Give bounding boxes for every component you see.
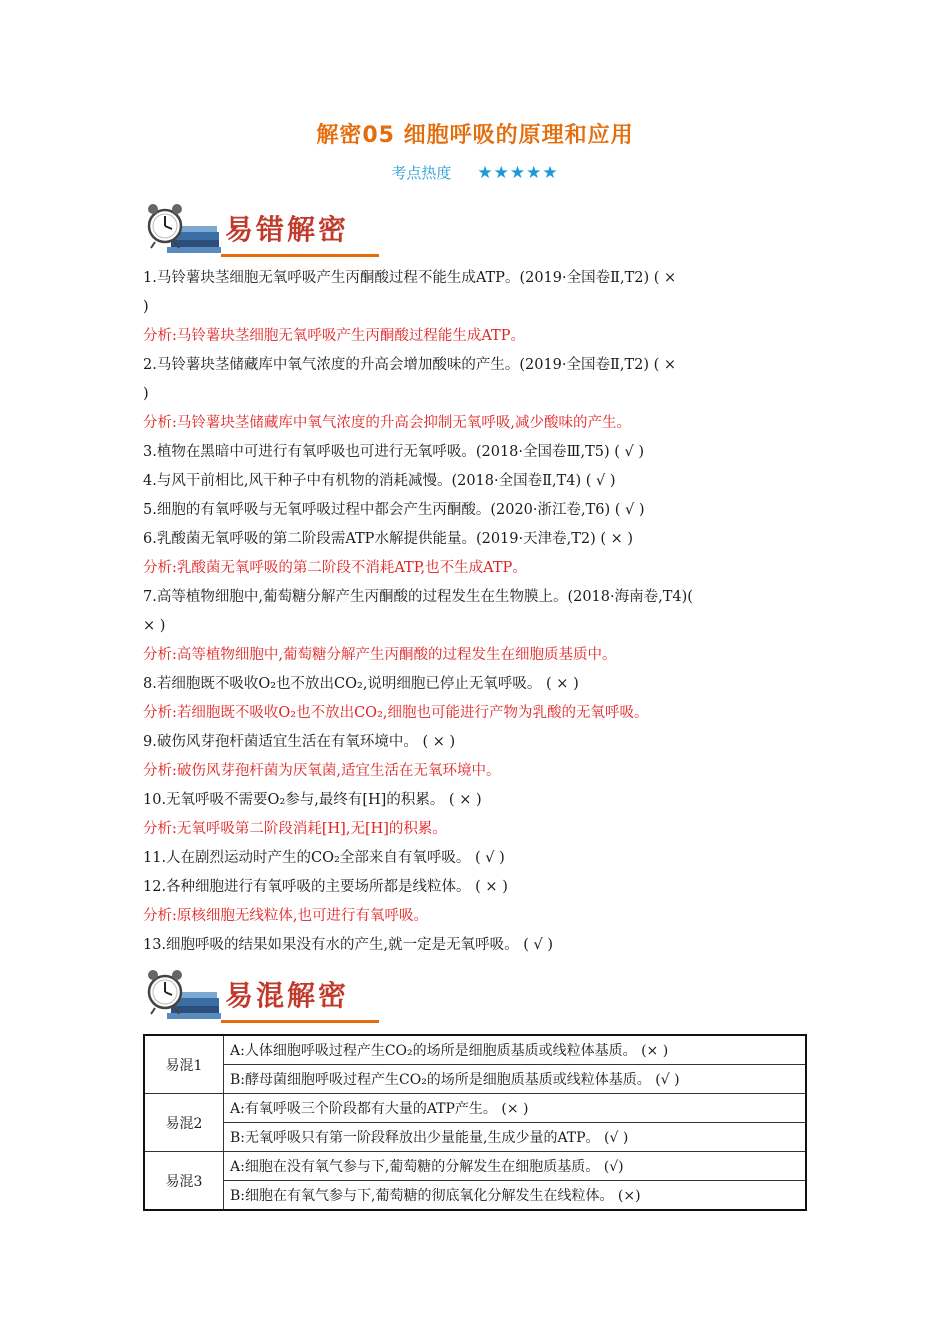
question-line: 4.与风干前相比,风干种子中有机物的消耗减慢。(2018·全国卷Ⅱ,T4) ( √ ) [143, 473, 616, 489]
alarm-clock-books-icon [143, 196, 223, 254]
table-row [144, 1035, 806, 1065]
question-line: ) [143, 299, 149, 315]
section-underline [221, 254, 379, 257]
analysis-line: 分析:原核细胞无线粒体,也可进行有氧呼吸。 [143, 908, 428, 924]
table-cell-category: 易混3 [144, 1152, 224, 1211]
table-cell-statement: B:无氧呼吸只有第一阶段释放出少量能量,生成少量的ATP。 (√ ) [224, 1123, 807, 1152]
table-cell-statement: B:酵母菌细胞呼吸过程产生CO₂的场所是细胞质基质或线粒体基质。 (√ ) [224, 1065, 807, 1094]
question-line: 10.无氧呼吸不需要O₂参与,最终有[H]的积累。 ( × ) [143, 792, 482, 808]
analysis-line: 分析:若细胞既不吸收O₂也不放出CO₂,细胞也可能进行产物为乳酸的无氧呼吸。 [143, 705, 649, 721]
section-header-errors [143, 196, 383, 258]
star-rating: ★★★★★ [477, 163, 559, 183]
table-cell-category: 易混2 [144, 1094, 224, 1152]
analysis-line: 分析:马铃薯块茎细胞无氧呼吸产生丙酮酸过程能生成ATP。 [143, 328, 525, 344]
analysis-line: 分析:乳酸菌无氧呼吸的第二阶段不消耗ATP,也不生成ATP。 [143, 560, 527, 576]
question-line: 3.植物在黑暗中可进行有氧呼吸也可进行无氧呼吸。(2018·全国卷Ⅲ,T5) ( √ ) [143, 444, 645, 460]
question-line: 12.各种细胞进行有氧呼吸的主要场所都是线粒体。 ( × ) [143, 879, 508, 895]
analysis-line: 分析:无氧呼吸第二阶段消耗[H],无[H]的积累。 [143, 821, 447, 837]
table-row [144, 1152, 806, 1181]
question-line: ) [143, 386, 149, 402]
table-cell-statement: A:细胞在没有氧气参与下,葡萄糖的分解发生在细胞质基质。 (√) [224, 1152, 807, 1181]
table-cell-statement: A:有氧呼吸三个阶段都有大量的ATP产生。 (× ) [224, 1094, 807, 1123]
table-cell-statement: A:人体细胞呼吸过程产生CO₂的场所是细胞质基质或线粒体基质。 (× ) [224, 1035, 807, 1065]
table-row [144, 1181, 806, 1211]
table-row [144, 1123, 806, 1152]
section-header-confusions [143, 962, 383, 1024]
question-line: 6.乳酸菌无氧呼吸的第二阶段需ATP水解提供能量。(2019·天津卷,T2) ( × ) [143, 531, 634, 547]
table-cell-statement: B:细胞在有氧气参与下,葡萄糖的彻底氧化分解发生在线粒体。 (×) [224, 1181, 807, 1211]
page-title: 解密05 细胞呼吸的原理和应用 [316, 123, 634, 148]
question-line: 5.细胞的有氧呼吸与无氧呼吸过程中都会产生丙酮酸。(2020·浙江卷,T6) ( √ ) [143, 502, 645, 518]
error-item-list [143, 264, 813, 960]
question-line: 1.马铃薯块茎细胞无氧呼吸产生丙酮酸过程不能生成ATP。(2019·全国卷Ⅱ,T2) ( × [143, 270, 677, 286]
heat-label: 考点热度 [391, 164, 452, 182]
analysis-line: 分析:高等植物细胞中,葡萄糖分解产生丙酮酸的过程发生在细胞质基质中。 [143, 647, 617, 663]
section-underline [221, 1020, 379, 1023]
analysis-line: 分析:马铃薯块茎储藏库中氧气浓度的升高会抑制无氧呼吸,减少酸味的产生。 [143, 415, 631, 431]
question-line: 7.高等植物细胞中,葡萄糖分解产生丙酮酸的过程发生在生物膜上。(2018·海南卷,T4)( [143, 589, 693, 605]
analysis-line: 分析:破伤风芽孢杆菌为厌氧菌,适宜生活在无氧环境中。 [143, 763, 501, 779]
section-title-confusions: 易混解密 [225, 979, 350, 1012]
alarm-clock-books-icon [143, 962, 223, 1020]
heat-rating [0, 162, 950, 183]
confusion-table [143, 1034, 807, 1211]
question-line: 13.细胞呼吸的结果如果没有水的产生,就一定是无氧呼吸。 ( √ ) [143, 937, 554, 953]
section-title-errors: 易错解密 [225, 213, 350, 246]
question-line: 2.马铃薯块茎储藏库中氧气浓度的升高会增加酸味的产生。(2019·全国卷Ⅱ,T2) ( × [143, 357, 677, 373]
question-line: × ) [143, 618, 166, 634]
question-line: 11.人在剧烈运动时产生的CO₂全部来自有氧呼吸。 ( √ ) [143, 850, 505, 866]
question-line: 9.破伤风芽孢杆菌适宜生活在有氧环境中。 ( × ) [143, 734, 456, 750]
question-line: 8.若细胞既不吸收O₂也不放出CO₂,说明细胞已停止无氧呼吸。 ( × ) [143, 676, 579, 692]
table-row [144, 1065, 806, 1094]
table-row [144, 1094, 806, 1123]
table-cell-category: 易混1 [144, 1035, 224, 1094]
